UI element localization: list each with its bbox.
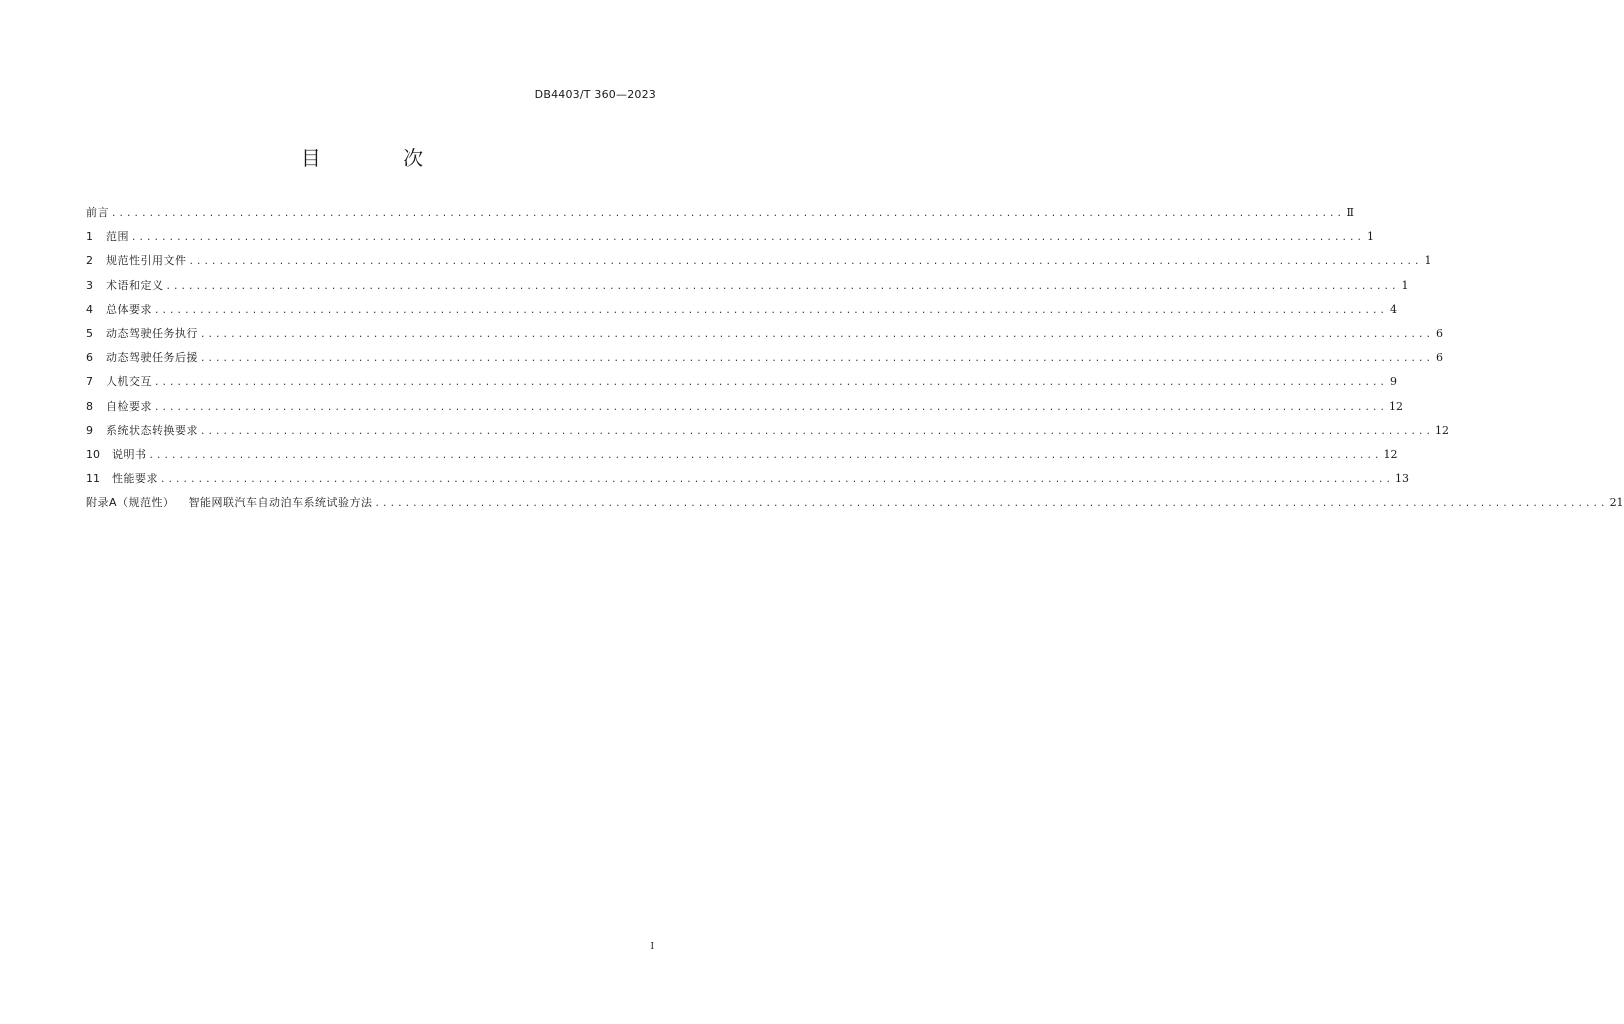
toc-leader-dots: .................................................................................................................................................................... xyxy=(160,475,1394,486)
toc-entry-page: 9 xyxy=(1390,375,1398,389)
toc-entry-page: 1 xyxy=(1367,230,1375,244)
toc-entry-label: 自检要求 xyxy=(106,399,152,413)
toc-leader-dots: .................................................................................................................................................................... xyxy=(154,378,1388,389)
toc-entry-label: 附录A（规范性） 智能网联汽车自动泊车系统试验方法 xyxy=(86,496,373,510)
toc-leader-dots: .................................................................................................................................................................... xyxy=(154,402,1388,413)
toc-entry-number: 2 xyxy=(86,254,93,268)
toc-leader-dots: .................................................................................................................................................................... xyxy=(374,499,1608,510)
toc-entry-page: 21 xyxy=(1609,496,1624,510)
toc-entry-terms-definitions[interactable] xyxy=(86,277,1409,301)
toc-title: 目 次 xyxy=(300,146,462,170)
toc-leader-dots: .................................................................................................................................................................... xyxy=(200,354,1434,365)
toc-entry-appendix-a[interactable] xyxy=(86,494,1624,518)
toc-entry-label: 总体要求 xyxy=(106,302,152,316)
toc-entry-number: 6 xyxy=(86,351,93,365)
toc-entry-page: 12 xyxy=(1389,399,1404,413)
toc-entry-label: 动态驾驶任务执行 xyxy=(106,326,198,340)
toc-entry-number: 10 xyxy=(86,447,100,461)
table-of-contents xyxy=(86,204,1624,518)
toc-entry-number: 1 xyxy=(86,230,93,244)
toc-leader-dots: .................................................................................................................................................................... xyxy=(148,450,1382,461)
toc-entry-page: 12 xyxy=(1383,447,1398,461)
toc-entry-number: 5 xyxy=(86,326,93,340)
toc-leader-dots: .................................................................................................................................................................... xyxy=(188,257,1422,268)
toc-entry-label: 动态驾驶任务后援 xyxy=(106,351,198,365)
toc-entry-label: 规范性引用文件 xyxy=(106,254,187,268)
toc-entry-manual[interactable] xyxy=(86,446,1398,470)
toc-entry-normative-references[interactable] xyxy=(86,252,1432,276)
toc-entry-number: 9 xyxy=(86,423,93,437)
toc-entry-number: 3 xyxy=(86,278,93,292)
toc-entry-number: 8 xyxy=(86,399,93,413)
toc-entry-page: 13 xyxy=(1395,472,1410,486)
document-code: DB4403/T 360—2023 xyxy=(534,88,656,101)
toc-entry-label: 系统状态转换要求 xyxy=(106,423,198,437)
toc-entry-performance[interactable] xyxy=(86,470,1410,494)
toc-entry-page: 12 xyxy=(1435,423,1450,437)
toc-entry-foreword[interactable] xyxy=(86,204,1355,228)
toc-entry-label: 前言 xyxy=(86,206,109,219)
toc-entry-label: 性能要求 xyxy=(112,472,158,486)
toc-entry-number: 4 xyxy=(86,302,93,316)
toc-entry-ddt-execution[interactable] xyxy=(86,325,1444,349)
toc-entry-label: 术语和定义 xyxy=(106,278,164,292)
toc-leader-dots: .................................................................................................................................................................... xyxy=(111,209,1345,219)
toc-entry-page: Ⅱ xyxy=(1346,206,1355,219)
toc-entry-label: 说明书 xyxy=(112,447,147,461)
toc-entry-page: 1 xyxy=(1424,254,1432,268)
toc-entry-self-check[interactable] xyxy=(86,398,1404,422)
toc-entry-page: 6 xyxy=(1436,326,1444,340)
toc-entry-label: 范围 xyxy=(106,230,129,244)
toc-leader-dots: .................................................................................................................................................................... xyxy=(165,281,1399,292)
toc-leader-dots: .................................................................................................................................................................... xyxy=(200,426,1434,437)
toc-entry-general-requirements[interactable] xyxy=(86,301,1398,325)
toc-leader-dots: .................................................................................................................................................................... xyxy=(131,233,1365,244)
toc-entry-state-transition[interactable] xyxy=(86,422,1450,446)
toc-entry-page: 6 xyxy=(1436,351,1444,365)
toc-entry-page: 1 xyxy=(1401,278,1409,292)
page-number: I xyxy=(650,942,654,952)
toc-entry-label: 人机交互 xyxy=(106,375,152,389)
toc-entry-number: 11 xyxy=(86,472,100,486)
toc-entry-page: 4 xyxy=(1390,302,1398,316)
toc-entry-ddt-fallback[interactable] xyxy=(86,349,1444,373)
toc-entry-scope[interactable] xyxy=(86,228,1375,252)
toc-entry-hmi[interactable] xyxy=(86,373,1398,397)
toc-entry-number: 7 xyxy=(86,375,93,389)
toc-leader-dots: .................................................................................................................................................................... xyxy=(200,329,1434,340)
toc-leader-dots: .................................................................................................................................................................... xyxy=(154,305,1388,316)
